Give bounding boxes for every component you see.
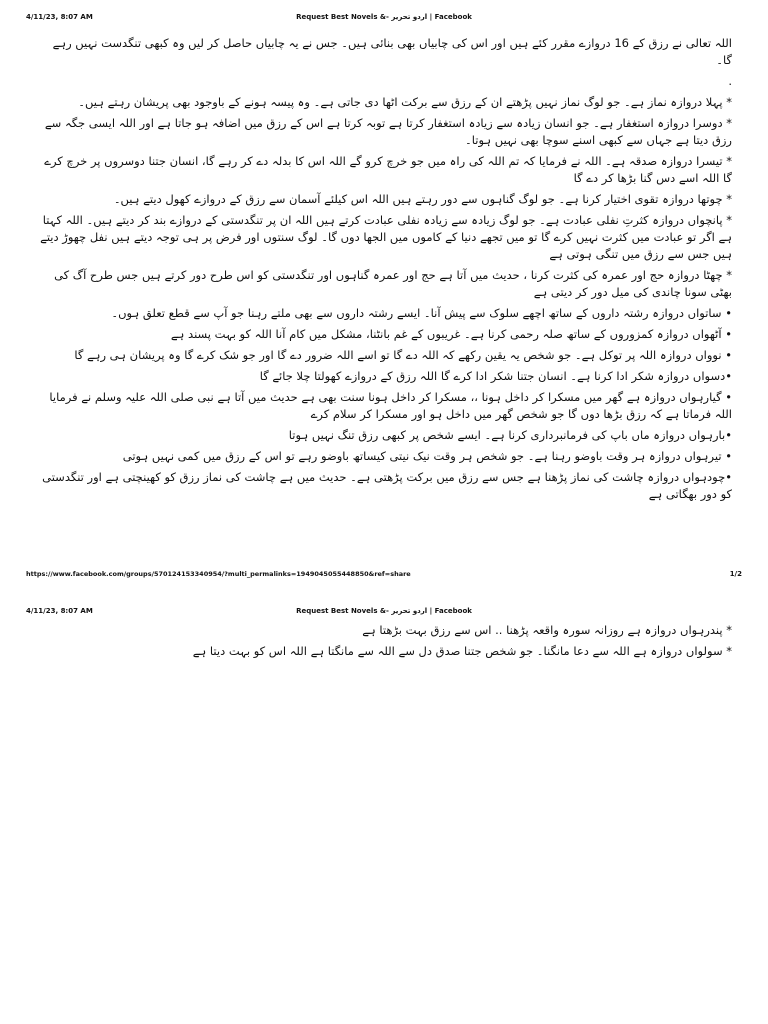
print-timestamp: 4/11/23, 8:07 AM: [26, 607, 93, 615]
door-3-paragraph: * تیسرا دروازہ صدقہ ہے۔ اللہ نے فرمایا کہ تم اللہ کی راہ میں جو خرچ کرو گے اللہ اس کا بدلہ دے کر رہے گا، انسان جتنا دوسروں پر خرچ کرے گا اللہ اسے دس گنا بڑھا کر دے گا: [44, 154, 732, 185]
door-12-paragraph: •بارہواں دروازہ ماں باپ کی فرمانبرداری کرنا ہے۔ ایسے شخص پر کبھی رزق تنگ نہیں ہوتا: [288, 428, 732, 442]
post-body-continued: [36, 622, 732, 664]
door-14-paragraph: •چودہواں دروازہ چاشت کی نماز پڑھنا ہے جس سے رزق میں برکت پڑھتی ہے۔ حدیث میں ہے چاشت کی نماز رزق کو کھینچتی ہے اور تنگدستی کو دور بھگاتی ہے: [42, 470, 732, 501]
door-9-paragraph: • نوواں دروازہ اللہ پر توکل ہے۔ جو شخص یہ یقین رکھے کہ اللہ دے گا تو اسے اللہ ضرور دے گا اور جو شک کرے گا وہ پریشان ہی رہے گا: [74, 348, 732, 362]
door-2-paragraph: * دوسرا دروازہ استغفار ہے۔ جو انسان زیادہ سے زیادہ استغفار کرتا ہے توبہ کرتا ہے اس کے رزق میں اضافہ ہو جاتا ہے اور اللہ ایسی جگہ سے رزق دیتا ہے جہاں سے کبھی اسنے سوچا بھی نہیں ہوتا۔: [44, 116, 732, 147]
post-body: [36, 35, 732, 507]
print-timestamp: 4/11/23, 8:07 AM: [26, 13, 93, 21]
door-5-paragraph: * پانچواں دروازہ کثرتِ نفلی عبادت ہے۔ جو لوگ زیادہ سے زیادہ نفلی عبادت کرتے ہیں اللہ ان پر تنگدستی کے دروازے بند کر دیتے ہیں۔ اللہ کہتا ہے اگر تو عبادت میں کثرت نہیں کرے گا تو میں تجھے دنیا کے کاموں میں الجھا دوں گا۔ لوگ سنتوں اور فرض پر ہی توجہ دیتے ہیں نفل چھوڑ دیتے ہیں جس سے رزق میں تنگی ہوتی ہے: [40, 213, 732, 261]
page-number: 1/2: [729, 570, 742, 578]
intro-paragraph: اللہ تعالی نے رزق کے 16 دروازے مقرر کئے ہیں اور اس کی چابیاں بھی بنائی ہیں۔ جس نے یہ چابیاں حاصل کر لیں وہ کبھی تنگدست نہیں رہے گا۔: [52, 36, 732, 67]
separator-dot: .: [728, 74, 732, 88]
door-1-paragraph: * پہلا دروازہ نماز ہے۔ جو لوگ نماز نہیں پڑھتے ان کے رزق سے برکت اٹھا دی جاتی ہے۔ وہ پیسہ ہونے کے باوجود بھی پریشان رہتے ہیں۔: [78, 95, 732, 109]
door-13-paragraph: • تیرہواں دروازہ ہر وقت باوضو رہنا ہے۔ جو شخص ہر وقت نیک نیتی کیساتھ باوضو رہے تو اس کے رزق میں کمی نہیں ہوتی: [122, 449, 732, 463]
door-15-paragraph: * پندرہواں دروازہ ہے روزانہ سورہ واقعہ پڑھنا .. اس سے رزق بہت بڑھتا ہے: [362, 623, 732, 637]
door-16-paragraph: * سولواں دروازہ ہے اللہ سے دعا مانگنا۔ جو شخص جتنا صدق دل سے اللہ سے مانگتا ہے اللہ اس کو بہت دیتا ہے: [192, 644, 732, 658]
door-11-paragraph: • گیارہواں دروازہ ہے گھر میں مسکرا کر داخل ہونا ،، مسکرا کر داخل ہونا سنت بھی ہے حدیث میں آتا ہے نبی صلی اللہ علیہ وسلم نے فرمایا اللہ فرماتا ہے کہ رزق بڑھا دوں گا جو شخص گھر میں داخل ہو اور مسکرا کر سلام کرے: [49, 390, 732, 421]
print-page-title: Request Best Novels &- اردو تحریر | Facebook: [296, 13, 472, 21]
print-page-title: Request Best Novels &- اردو تحریر | Facebook: [296, 607, 472, 615]
page-url: https://www.facebook.com/groups/570124153340954/?multi_permalinks=1949045055448850&ref=share: [26, 570, 411, 578]
door-4-paragraph: * چوتھا دروازہ تقوی اختیار کرنا ہے۔ جو لوگ گناہوں سے دور رہتے ہیں اللہ اس کیلئے آسمان سے رزق کے دروازے کھول دیتے ہیں۔: [113, 192, 732, 206]
pdf-page-2: [0, 600, 768, 1024]
door-10-paragraph: •دسواں دروازہ شکر ادا کرنا ہے۔ انسان جتنا شکر ادا کرے گا اللہ رزق کے دروازے کھولتا چلا جائے گا: [259, 369, 732, 383]
door-7-paragraph: • ساتواں دروازہ رشتہ داروں کے ساتھ اچھے سلوک سے پیش آنا۔ ایسے رشتہ داروں سے بھی ملتے رہنا جو آپ سے قطع تعلق ہوں۔: [111, 306, 732, 320]
door-8-paragraph: • آٹھواں دروازہ کمزوروں کے ساتھ صلہ رحمی کرنا ہے۔ غریبوں کے غم بانٹنا، مشکل میں کام آنا اللہ کو بہت پسند ہے: [170, 327, 732, 341]
door-6-paragraph: * چھٹا دروازہ حج اور عمرہ کی کثرت کرنا ، حدیث میں آتا ہے حج اور عمرہ گناہوں اور تنگدستی کو اس طرح دور کرتے ہیں جس طرح آگ کی بھٹی سونا چاندی کی میل دور کر دیتی ہے: [54, 268, 732, 299]
